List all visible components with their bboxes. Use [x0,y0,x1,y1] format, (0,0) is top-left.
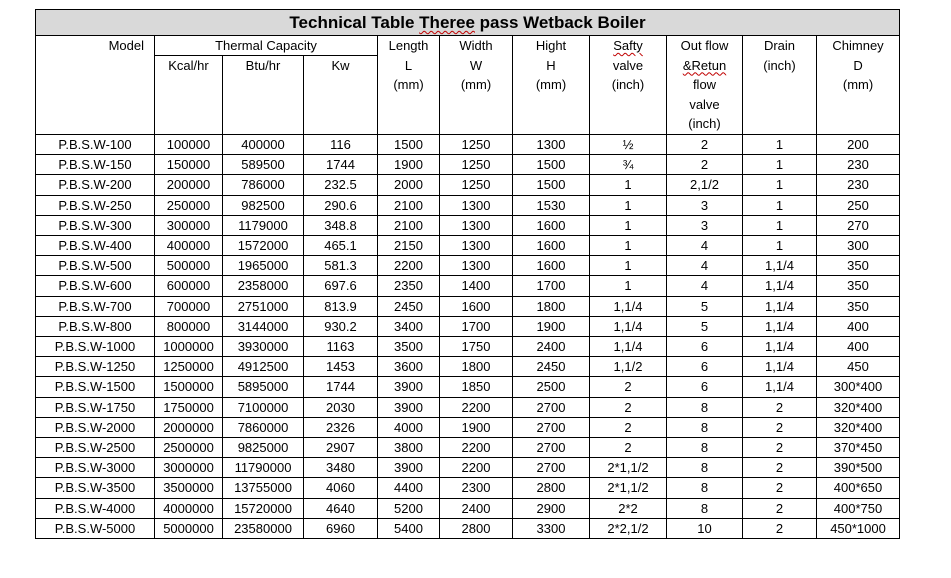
header-width-line-2: W [469,57,483,73]
cell-kw: 348.8 [304,215,378,235]
cell-kcal: 500000 [155,256,223,276]
cell-drain: 1 [743,155,817,175]
header-drain-line-1: Drain [763,38,796,53]
cell-width: 1300 [440,195,513,215]
cell-btu: 2358000 [223,276,304,296]
header-height-line-2: H [546,57,556,73]
cell-drain: 2 [743,397,817,417]
cell-kcal: 3500000 [155,478,223,498]
header-outflow-line-3: flow [692,77,717,93]
cell-drain: 2 [743,498,817,518]
cell-chimney: 250 [817,195,900,215]
boiler-spec-table [35,9,900,539]
header-safety-line-3: (inch) [611,77,645,93]
header-width-line-3: (mm) [460,77,492,93]
cell-length: 5400 [378,518,440,538]
cell-kw: 116 [304,135,378,155]
cell-outflow: 2 [667,155,743,175]
cell-kcal: 4000000 [155,498,223,518]
header-kw [304,56,378,135]
cell-width: 1300 [440,215,513,235]
header-length [378,36,440,135]
title-suffix: pass Wetback Boiler [474,13,646,32]
header-safety-valve [590,36,667,135]
cell-kcal: 800000 [155,316,223,336]
cell-width: 1800 [440,357,513,377]
cell-chimney: 230 [817,155,900,175]
cell-outflow: 8 [667,458,743,478]
cell-safety-valve: 2*1,1/2 [590,458,667,478]
cell-btu: 23580000 [223,518,304,538]
cell-model: P.B.S.W-2500 [36,438,155,458]
cell-safety-valve: 2 [590,417,667,437]
cell-width: 2200 [440,458,513,478]
cell-width: 1250 [440,155,513,175]
title-misspelled-word: Theree [419,13,475,32]
cell-kcal: 3000000 [155,458,223,478]
cell-model: P.B.S.W-100 [36,135,155,155]
cell-model: P.B.S.W-300 [36,215,155,235]
cell-drain: 1,1/4 [743,357,817,377]
cell-kw: 465.1 [304,236,378,256]
cell-safety-valve: 2 [590,438,667,458]
cell-drain: 1 [743,195,817,215]
cell-height: 2700 [513,458,590,478]
cell-kcal: 300000 [155,215,223,235]
cell-model: P.B.S.W-1500 [36,377,155,397]
header-width-line-1: Width [459,38,493,53]
cell-btu: 400000 [223,135,304,155]
cell-drain: 2 [743,438,817,458]
title-prefix: Technical Table [289,13,420,32]
cell-drain: 2 [743,417,817,437]
cell-btu: 3930000 [223,337,304,357]
cell-width: 1250 [440,135,513,155]
header-kcal-text: Kcal/hr [168,58,209,73]
cell-length: 3900 [378,397,440,417]
cell-chimney: 320*400 [817,397,900,417]
cell-safety-valve: 1 [590,215,667,235]
table-row [36,337,900,357]
cell-model: P.B.S.W-5000 [36,518,155,538]
cell-outflow: 3 [667,215,743,235]
cell-kcal: 150000 [155,155,223,175]
cell-safety-valve: ½ [590,135,667,155]
cell-kw: 4640 [304,498,378,518]
cell-kcal: 600000 [155,276,223,296]
header-btu-text: Btu/hr [245,58,281,73]
cell-drain: 1 [743,135,817,155]
cell-outflow: 8 [667,478,743,498]
cell-safety-valve: 2*1,1/2 [590,478,667,498]
cell-chimney: 450 [817,357,900,377]
cell-height: 2800 [513,478,590,498]
cell-kw: 697.6 [304,276,378,296]
cell-safety-valve: 1,1/2 [590,357,667,377]
cell-model: P.B.S.W-500 [36,256,155,276]
cell-safety-valve: 2 [590,397,667,417]
cell-btu: 982500 [223,195,304,215]
header-btu [223,56,304,135]
cell-btu: 7100000 [223,397,304,417]
cell-width: 1300 [440,236,513,256]
cell-safety-valve: 2*2 [590,498,667,518]
cell-kw: 1744 [304,155,378,175]
header-kw-text: Kw [331,58,350,73]
cell-height: 1600 [513,215,590,235]
cell-kcal: 400000 [155,236,223,256]
header-height [513,36,590,135]
cell-kcal: 2500000 [155,438,223,458]
cell-btu: 5895000 [223,377,304,397]
table-row [36,458,900,478]
table-title [36,10,900,36]
table-row [36,256,900,276]
cell-height: 1530 [513,195,590,215]
cell-outflow: 5 [667,296,743,316]
cell-height: 1700 [513,276,590,296]
cell-safety-valve: 1,1/4 [590,296,667,316]
cell-width: 2400 [440,498,513,518]
cell-outflow: 2,1/2 [667,175,743,195]
header-drain [743,36,817,135]
header-chimney-line-2: D [853,57,863,73]
cell-outflow: 2 [667,135,743,155]
table-row [36,155,900,175]
cell-kw: 813.9 [304,296,378,316]
cell-outflow: 8 [667,438,743,458]
cell-drain: 1,1/4 [743,377,817,397]
cell-kw: 930.2 [304,316,378,336]
cell-chimney: 200 [817,135,900,155]
cell-height: 2700 [513,438,590,458]
cell-width: 1850 [440,377,513,397]
cell-outflow: 4 [667,276,743,296]
header-safety-line-2: valve [612,57,644,73]
cell-length: 3500 [378,337,440,357]
cell-safety-valve: 1,1/4 [590,337,667,357]
cell-outflow: 8 [667,498,743,518]
cell-kw: 290.6 [304,195,378,215]
header-kcal [155,56,223,135]
cell-model: P.B.S.W-3500 [36,478,155,498]
cell-drain: 1 [743,215,817,235]
cell-kw: 1163 [304,337,378,357]
table-body [36,135,900,539]
header-outflow-line-1: Out flow [680,38,729,53]
cell-btu: 3144000 [223,316,304,336]
cell-btu: 1572000 [223,236,304,256]
cell-length: 3600 [378,357,440,377]
cell-chimney: 450*1000 [817,518,900,538]
cell-length: 2100 [378,195,440,215]
cell-drain: 1 [743,175,817,195]
cell-outflow: 3 [667,195,743,215]
table-row [36,498,900,518]
cell-kw: 1744 [304,377,378,397]
cell-height: 1600 [513,236,590,256]
header-thermal-capacity: Thermal Capacity [155,36,378,56]
cell-height: 2900 [513,498,590,518]
cell-safety-valve: 2*2,1/2 [590,518,667,538]
header-length-line-3: (mm) [393,77,424,93]
table-row [36,518,900,538]
header-drain-line-2: (inch) [763,57,796,73]
cell-chimney: 350 [817,256,900,276]
table-row [36,175,900,195]
boiler-spec-table-container [35,9,899,539]
cell-btu: 13755000 [223,478,304,498]
cell-model: P.B.S.W-200 [36,175,155,195]
cell-chimney: 350 [817,296,900,316]
cell-length: 2000 [378,175,440,195]
cell-chimney: 270 [817,215,900,235]
cell-height: 2450 [513,357,590,377]
cell-outflow: 6 [667,337,743,357]
cell-chimney: 230 [817,175,900,195]
cell-length: 3900 [378,377,440,397]
table-row [36,377,900,397]
cell-height: 2700 [513,417,590,437]
cell-length: 1500 [378,135,440,155]
cell-length: 1900 [378,155,440,175]
cell-width: 1900 [440,417,513,437]
header-length-line-2: L [404,57,413,73]
cell-length: 2350 [378,276,440,296]
cell-kcal: 1500000 [155,377,223,397]
cell-kcal: 5000000 [155,518,223,538]
cell-height: 1900 [513,316,590,336]
cell-length: 3900 [378,458,440,478]
cell-length: 4400 [378,478,440,498]
cell-kw: 581.3 [304,256,378,276]
cell-drain: 2 [743,478,817,498]
cell-width: 1750 [440,337,513,357]
cell-model: P.B.S.W-2000 [36,417,155,437]
cell-drain: 2 [743,458,817,478]
cell-drain: 1,1/4 [743,256,817,276]
cell-model: P.B.S.W-4000 [36,498,155,518]
cell-length: 4000 [378,417,440,437]
cell-outflow: 8 [667,417,743,437]
header-chimney [817,36,900,135]
cell-btu: 9825000 [223,438,304,458]
table-row [36,236,900,256]
cell-length: 2100 [378,215,440,235]
cell-model: P.B.S.W-800 [36,316,155,336]
cell-chimney: 320*400 [817,417,900,437]
cell-kcal: 1250000 [155,357,223,377]
cell-model: P.B.S.W-150 [36,155,155,175]
header-safety-line-1: Safty [613,38,643,53]
header-model: Model [36,36,155,135]
cell-model: P.B.S.W-3000 [36,458,155,478]
cell-btu: 1965000 [223,256,304,276]
table-row [36,357,900,377]
header-outflow-line-5: (inch) [688,116,721,132]
cell-model: P.B.S.W-600 [36,276,155,296]
cell-chimney: 400*750 [817,498,900,518]
cell-outflow: 6 [667,377,743,397]
cell-width: 2300 [440,478,513,498]
cell-height: 2500 [513,377,590,397]
cell-drain: 1 [743,236,817,256]
cell-outflow: 4 [667,236,743,256]
cell-kcal: 100000 [155,135,223,155]
header-length-line-1: Length [388,38,429,53]
cell-width: 2800 [440,518,513,538]
table-row [36,135,900,155]
cell-height: 1500 [513,155,590,175]
cell-outflow: 10 [667,518,743,538]
cell-width: 1400 [440,276,513,296]
cell-kcal: 700000 [155,296,223,316]
cell-chimney: 370*450 [817,438,900,458]
cell-chimney: 350 [817,276,900,296]
cell-model: P.B.S.W-700 [36,296,155,316]
header-outflow-line-2: &Retun [682,57,727,73]
header-outflow-line-4: valve [689,96,720,112]
cell-width: 2200 [440,397,513,417]
cell-height: 1300 [513,135,590,155]
cell-width: 1300 [440,256,513,276]
cell-model: P.B.S.W-400 [36,236,155,256]
cell-kcal: 1000000 [155,337,223,357]
cell-model: P.B.S.W-250 [36,195,155,215]
cell-kw: 2907 [304,438,378,458]
cell-kw: 232.5 [304,175,378,195]
cell-safety-valve: 1 [590,276,667,296]
cell-height: 3300 [513,518,590,538]
cell-chimney: 300*400 [817,377,900,397]
cell-btu: 4912500 [223,357,304,377]
header-height-line-3: (mm) [535,77,567,93]
cell-width: 2200 [440,438,513,458]
cell-btu: 589500 [223,155,304,175]
cell-drain: 1,1/4 [743,296,817,316]
cell-height: 2700 [513,397,590,417]
table-row [36,276,900,296]
cell-btu: 7860000 [223,417,304,437]
cell-drain: 2 [743,518,817,538]
cell-outflow: 8 [667,397,743,417]
cell-kcal: 1750000 [155,397,223,417]
cell-outflow: 6 [667,357,743,377]
cell-width: 1600 [440,296,513,316]
header-width [440,36,513,135]
cell-safety-valve: 1,1/4 [590,316,667,336]
cell-kw: 1453 [304,357,378,377]
cell-btu: 15720000 [223,498,304,518]
cell-safety-valve: 1 [590,236,667,256]
cell-safety-valve: 1 [590,175,667,195]
table-row [36,296,900,316]
cell-length: 3800 [378,438,440,458]
table-row [36,195,900,215]
cell-kcal: 250000 [155,195,223,215]
header-outflow-return [667,36,743,135]
cell-width: 1250 [440,175,513,195]
cell-btu: 11790000 [223,458,304,478]
cell-outflow: 4 [667,256,743,276]
table-row [36,316,900,336]
header-chimney-line-1: Chimney [832,38,884,53]
cell-outflow: 5 [667,316,743,336]
cell-model: P.B.S.W-1250 [36,357,155,377]
cell-kw: 6960 [304,518,378,538]
cell-length: 2450 [378,296,440,316]
cell-kcal: 200000 [155,175,223,195]
cell-safety-valve: 1 [590,256,667,276]
cell-length: 2150 [378,236,440,256]
cell-kw: 2030 [304,397,378,417]
cell-safety-valve: ¾ [590,155,667,175]
cell-drain: 1,1/4 [743,316,817,336]
cell-model: P.B.S.W-1750 [36,397,155,417]
cell-height: 1500 [513,175,590,195]
table-row [36,215,900,235]
table-row [36,438,900,458]
cell-kcal: 2000000 [155,417,223,437]
cell-safety-valve: 2 [590,377,667,397]
table-row [36,478,900,498]
cell-height: 1600 [513,256,590,276]
cell-btu: 2751000 [223,296,304,316]
cell-chimney: 400 [817,337,900,357]
cell-chimney: 300 [817,236,900,256]
header-height-line-1: Hight [535,38,567,53]
cell-btu: 1179000 [223,215,304,235]
cell-drain: 1,1/4 [743,276,817,296]
cell-model: P.B.S.W-1000 [36,337,155,357]
cell-chimney: 400 [817,316,900,336]
cell-chimney: 400*650 [817,478,900,498]
cell-width: 1700 [440,316,513,336]
cell-height: 1800 [513,296,590,316]
cell-length: 5200 [378,498,440,518]
header-chimney-line-3: (mm) [842,77,874,93]
cell-safety-valve: 1 [590,195,667,215]
table-row [36,417,900,437]
cell-length: 3400 [378,316,440,336]
cell-length: 2200 [378,256,440,276]
cell-chimney: 390*500 [817,458,900,478]
cell-kw: 3480 [304,458,378,478]
cell-btu: 786000 [223,175,304,195]
cell-kw: 2326 [304,417,378,437]
cell-height: 2400 [513,337,590,357]
cell-kw: 4060 [304,478,378,498]
cell-drain: 1,1/4 [743,337,817,357]
table-row [36,397,900,417]
